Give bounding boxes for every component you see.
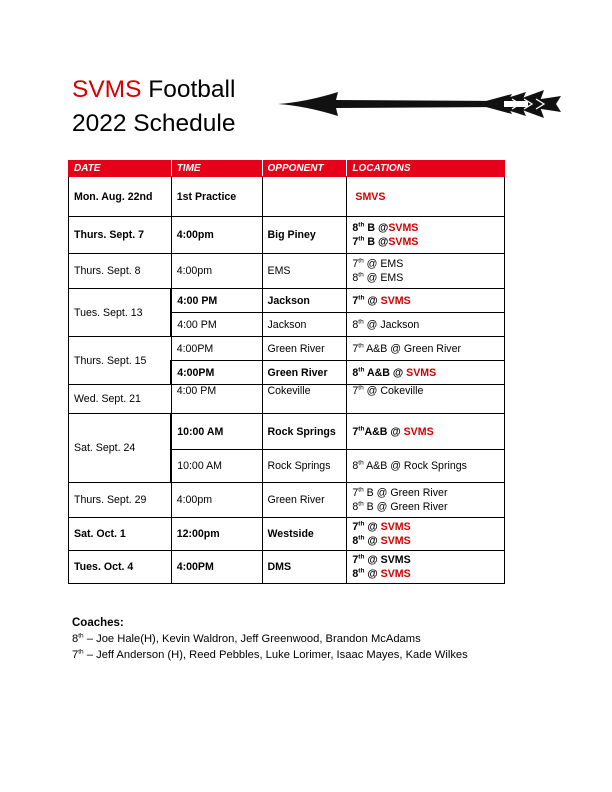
table-row <box>69 254 505 289</box>
time-cell: 4:00pm <box>171 254 262 289</box>
table-row <box>69 518 505 551</box>
location-cell: 7th A&B @ Green River <box>347 337 505 361</box>
time-cell: 10:00 AM <box>171 450 262 483</box>
location-cell: 8th A&B @ Rock Springs <box>347 450 505 483</box>
header-date: DATE <box>69 161 172 177</box>
location-cell: SMVS <box>347 177 505 217</box>
table-row <box>69 217 505 254</box>
opponent-cell: Jackson <box>262 313 347 337</box>
opponent-cell: Cokeville <box>262 385 347 414</box>
location-cell: 7th @ EMS 8th @ EMS <box>347 254 505 289</box>
opponent-cell: Rock Springs <box>262 414 347 450</box>
table-header-row <box>69 161 505 177</box>
location-cell: 7th @ Cokeville <box>347 385 505 414</box>
time-cell: 4:00pm <box>171 483 262 518</box>
date-cell: Thurs. Sept. 7 <box>69 217 172 254</box>
schedule-table <box>68 160 505 584</box>
opponent-cell: Big Piney <box>262 217 347 254</box>
table-row <box>69 289 505 313</box>
coaches-8th: 8th – Joe Hale(H), Kevin Waldron, Jeff Greenwood, Brandon McAdams <box>72 632 421 645</box>
location-cell: 7th @ SVMS 8th @ SVMS <box>347 518 505 551</box>
opponent-cell: Jackson <box>262 289 347 313</box>
title-school: SVMS <box>72 76 142 103</box>
time-cell: 4:00 PM <box>171 289 262 313</box>
date-cell: Wed. Sept. 21 <box>69 385 172 414</box>
date-cell: Thurs. Sept. 8 <box>69 254 172 289</box>
opponent-cell: Green River <box>262 483 347 518</box>
table-row <box>69 551 505 584</box>
time-cell: 4:00PM <box>171 551 262 584</box>
date-cell: Sat. Oct. 1 <box>69 518 172 551</box>
time-cell: 4:00PM <box>171 361 262 385</box>
header-time: TIME <box>171 161 262 177</box>
coaches-section <box>72 615 468 663</box>
date-cell: Tues. Sept. 13 <box>69 289 172 337</box>
date-cell: Sat. Sept. 24 <box>69 414 172 483</box>
table-row <box>69 385 505 414</box>
location-cell: 8th B @SVMS 7th B @SVMS <box>347 217 505 254</box>
opponent-cell: DMS <box>262 551 347 584</box>
coaches-7th: 7th – Jeff Anderson (H), Reed Pebbles, Luke Lorimer, Isaac Mayes, Kade Wilkes <box>72 648 468 661</box>
table-row <box>69 483 505 518</box>
time-cell: 10:00 AM <box>171 414 262 450</box>
arrow-icon <box>276 88 566 124</box>
table-row <box>69 337 505 361</box>
location-cell: 7th @ SVMS <box>347 289 505 313</box>
coaches-heading: Coaches: <box>72 617 124 629</box>
table-row <box>69 177 505 217</box>
date-cell: Thurs. Sept. 29 <box>69 483 172 518</box>
header-locations: LOCATIONS <box>347 161 505 177</box>
location-cell: 8th A&B @ SVMS <box>347 361 505 385</box>
opponent-cell: Green River <box>262 361 347 385</box>
header-opponent: OPPONENT <box>262 161 347 177</box>
time-cell: 1st Practice <box>171 177 262 217</box>
date-cell: Mon. Aug. 22nd <box>69 177 172 217</box>
opponent-cell: Rock Springs <box>262 450 347 483</box>
time-cell: 12:00pm <box>171 518 262 551</box>
time-cell: 4:00PM <box>171 337 262 361</box>
time-cell: 4:00pm <box>171 217 262 254</box>
title-sport: Football <box>141 76 236 103</box>
date-cell: Thurs. Sept. 15 <box>69 337 172 385</box>
opponent-cell: EMS <box>262 254 347 289</box>
location-cell: 7th @ SVMS 8th @ SVMS <box>347 551 505 584</box>
opponent-cell: Green River <box>262 337 347 361</box>
time-cell: 4:00 PM <box>171 313 262 337</box>
location-cell: 7thA&B @ SVMS <box>347 414 505 450</box>
page-title <box>72 73 235 141</box>
location-cell: 8th @ Jackson <box>347 313 505 337</box>
location-cell: 7th B @ Green River 8th B @ Green River <box>347 483 505 518</box>
opponent-cell: Westside <box>262 518 347 551</box>
date-cell: Tues. Oct. 4 <box>69 551 172 584</box>
table-row <box>69 414 505 450</box>
opponent-cell <box>262 177 347 217</box>
time-cell: 4:00 PM <box>171 385 262 414</box>
title-year: 2022 Schedule <box>72 110 236 137</box>
